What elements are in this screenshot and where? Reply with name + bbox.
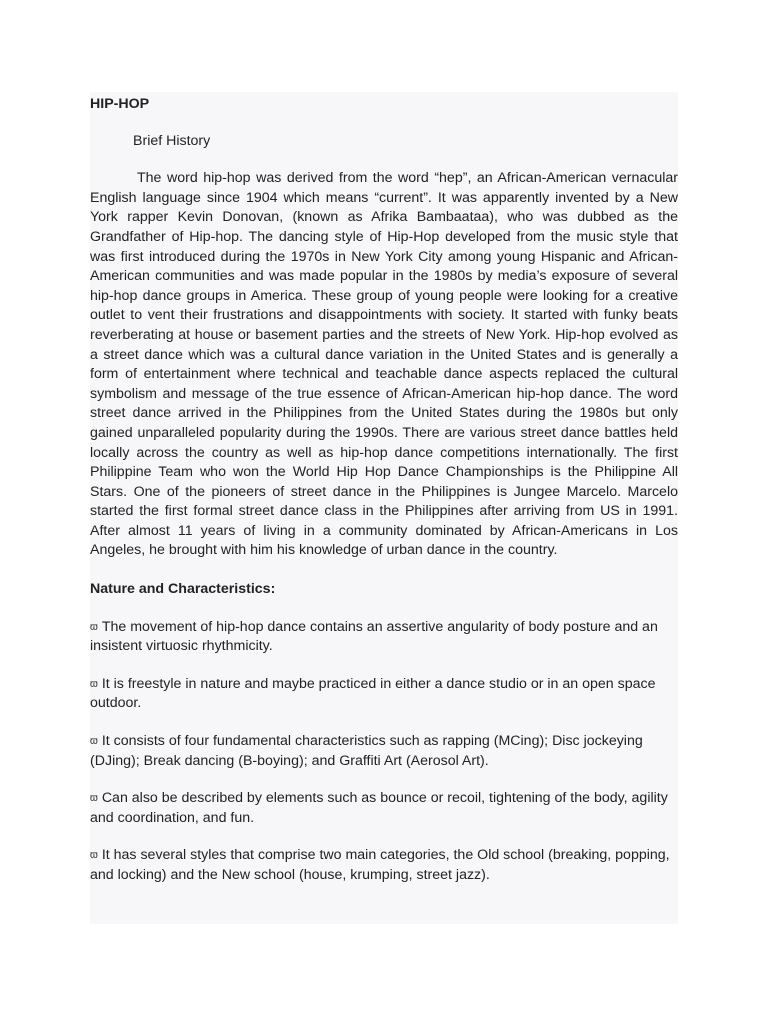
history-paragraph: The word hip-hop was derived from the word “hep”, an African-American vernacular English language since 1904 which means “current”. It was apparently invented by a New York rapper Kevin Donovan, (known as Afrika Bambaataa), who was dubbed as the Grandfather of Hip-hop. The dancing style of Hip-Hop developed from the music style that was first introduced during the 1970s in New York City among young Hispanic and African-American communities and was made popular in the 1980s by media’s exposure of several hip-hop dance groups in America. These group of young people were looking for a creative outlet to vent their frustrations and disappointments with society. It started with funky beats reverberating at house or basement parties and the streets of New York. Hip-hop evolved as a street dance which was a cultural dance variation in the United States and is generally a form of entertainment where technical and teachable dance aspects replaced the cultural symbolism and message of the true essence of African-American hip-hop dance. The word street dance arrived in the Philippines from the United States during the 1980s but only gained unparalleled popularity during the 1990s. There are various street dance battles held locally across the country as well as hip-hop dance competitions internationally. The first Philippine Team who won the World Hip Hop Dance Championships is the Philippine All Stars. One of the pioneers of street dance in the Philippines is Jungee Marcelo. Marcelo started the first formal street dance class in the Philippines after arriving from US in 1991. After almost 11 years of living in a community dominated by African-Americans in Los Angeles, he brought with him his knowledge of urban dance in the country. xyxy=(90,170,678,559)
list-item-text: It is freestyle in nature and maybe practiced in either a dance studio or in an open space outdoor. xyxy=(90,675,656,712)
list-item xyxy=(90,618,678,657)
bullet-icon: ϖ xyxy=(90,736,98,748)
bullet-icon: ϖ xyxy=(90,678,98,690)
list-item xyxy=(90,846,678,885)
list-item xyxy=(90,675,678,714)
list-item xyxy=(90,789,678,828)
list-item-text: The movement of hip-hop dance contains an assertive angularity of body posture and an insistent virtuosic rhythmicity. xyxy=(90,618,658,655)
list-item xyxy=(90,732,678,771)
section-heading: Nature and Characteristics: xyxy=(90,581,276,598)
document-title: HIP-HOP xyxy=(90,96,150,112)
bullet-icon: ϖ xyxy=(90,850,98,862)
bullet-icon: ϖ xyxy=(90,621,98,633)
list-item-text: It has several styles that comprise two main categories, the Old school (breaking, popping, and locking) and the New school (house, krumping, street jazz). xyxy=(90,847,670,883)
list-item-text: Can also be described by elements such as bounce or recoil, tightening of the body, agility and coordination, and fun. xyxy=(90,790,668,826)
document-subtitle: Brief History xyxy=(133,132,211,149)
document-content xyxy=(90,92,678,924)
list-item-text: It consists of four fundamental characteristics such as rapping (MCing); Disc jockeying (DJing); Break dancing (B-boying); and Graffiti Art (Aerosol Art). xyxy=(90,733,643,769)
bullet-icon: ϖ xyxy=(90,793,98,805)
